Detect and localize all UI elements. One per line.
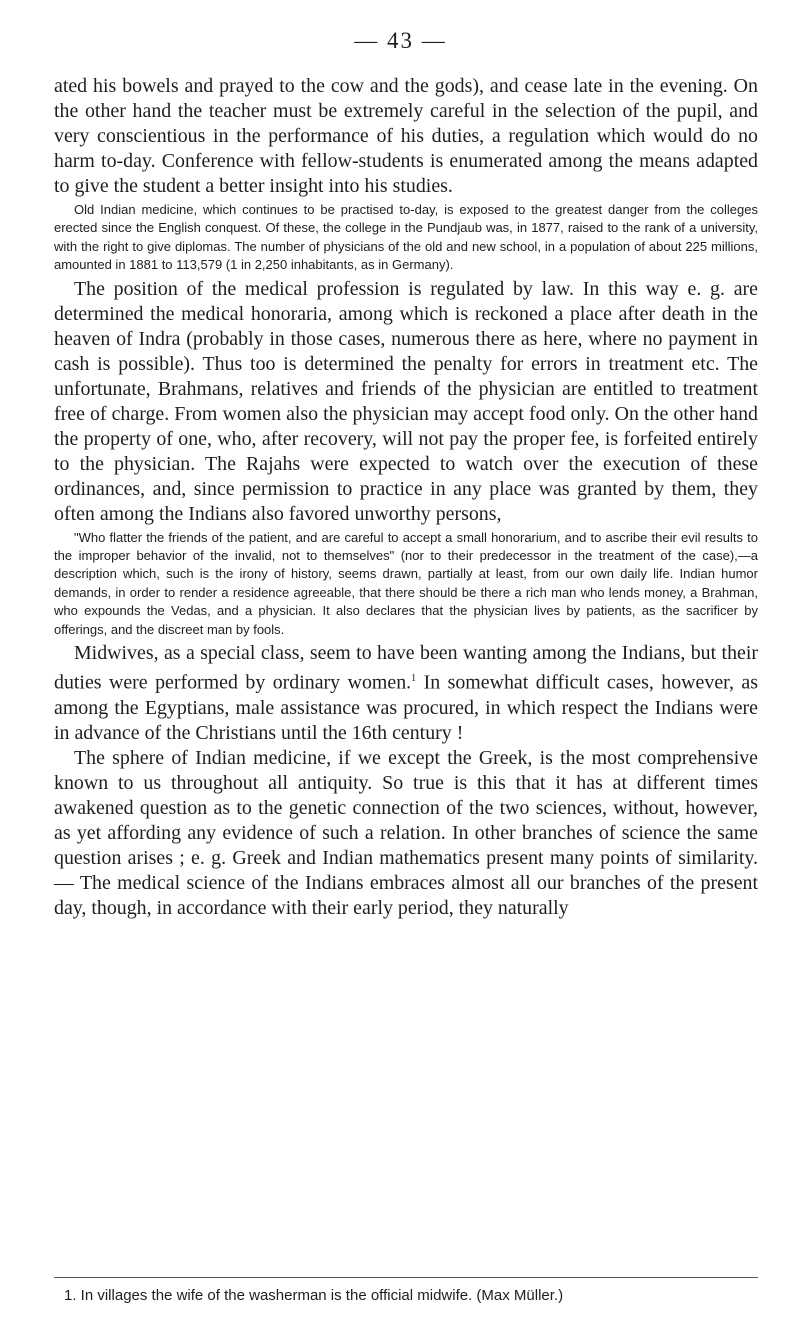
paragraph-5 (54, 641, 758, 746)
paragraph-6: The sphere of Indian medicine, if we except the Greek, is the most comprehensive known to us throughout all antiquity. So true is this that it has at different times awakened question as to the genetic connection of the two sciences, without, however, as yet affording any evidence of such a relation. In other branches of science the same question arises ; e. g. Greek and Indian mathematics present many points of similarity. — The medical science of the Indians embraces almost all our branches of the present day, though, in accordance with their early period, they naturally (54, 746, 758, 919)
footnote-divider (54, 1277, 758, 1278)
page-number: — 43 — (354, 28, 447, 53)
paragraph-5-part-b: In somewhat difficult cases, however, as among the Egyptians, male assistance was procured, in which respect the Indians were in advance of the Christians until the 16th century ! (54, 671, 758, 744)
paragraph-1: ated his bowels and prayed to the cow and the gods), and cease late in the evening. On the other hand the teacher must be extremely careful in the selection of the pupil, and very conscientious in the performance of his duties, a regulation which would do no harm to-day. Conference with fellow-students is enumerated among the means adapted to give the student a better insight into his studies. (54, 75, 758, 197)
paragraph-5-part-a: Midwives, as a special class, seem to have been wanting among the Indians, but their duties were performed by ordinary women. (54, 642, 758, 694)
body-text (54, 74, 758, 921)
paragraph-3: The position of the medical profession is regulated by law. In this way e. g. are determined the medical honoraria, among which is reckoned a place after death in the heaven of Indra (probably in those cases, numerous there as here, where no payment in cash is possible). Thus too is determined the penalty for errors in treatment etc. The unfortunate, Brahmans, relatives and friends of the physician are entitled to treatment free of charge. From women also the physician may accept food only. On the other hand the property of one, who, after recovery, will not pay the proper fee, is forfeited entirely to the physician. The Rajahs were expected to watch over the execution of these ordinances, and, since permission to practice in any place was granted by them, they often among the Indians also favored unworthy persons, (54, 277, 758, 525)
paragraph-2-small-print: Old Indian medicine, which continues to be practised to-day, is exposed to the greatest danger from the colleges erected since the English conquest. Of these, the college in the Pundjaub was, in 1877, raised to the rank of a university, with the right to give diplomas. The number of physicians of the old and new school, in a population of about 225 millions, amounted in 1881 to 113,579 (1 in 2,250 inhabitants, as in Germany). (54, 202, 758, 273)
footnote-reference: 1 (411, 673, 417, 685)
paragraph-4-quotation: "Who flatter the friends of the patient, and are careful to accept a small honorarium, and to ascribe their evil results to the improper behavior of the invalid, not to themselves" (nor to their predecessor in the treatment of the case),—a description which, such is the irony of history, seems drawn, partially at least, from our own daily life. Indian humor demands, in order to render a residence agreeable, that there should be there a rich man who lends money, a Brahman, who expounds the Vedas, and a physician. It also declares that the physician lives by patients, as the sacrificer by offerings, and the discreet man by fools. (54, 529, 758, 637)
footnote: 1. In villages the wife of the washerman is the official midwife. (Max Müller.) (64, 1287, 564, 1304)
